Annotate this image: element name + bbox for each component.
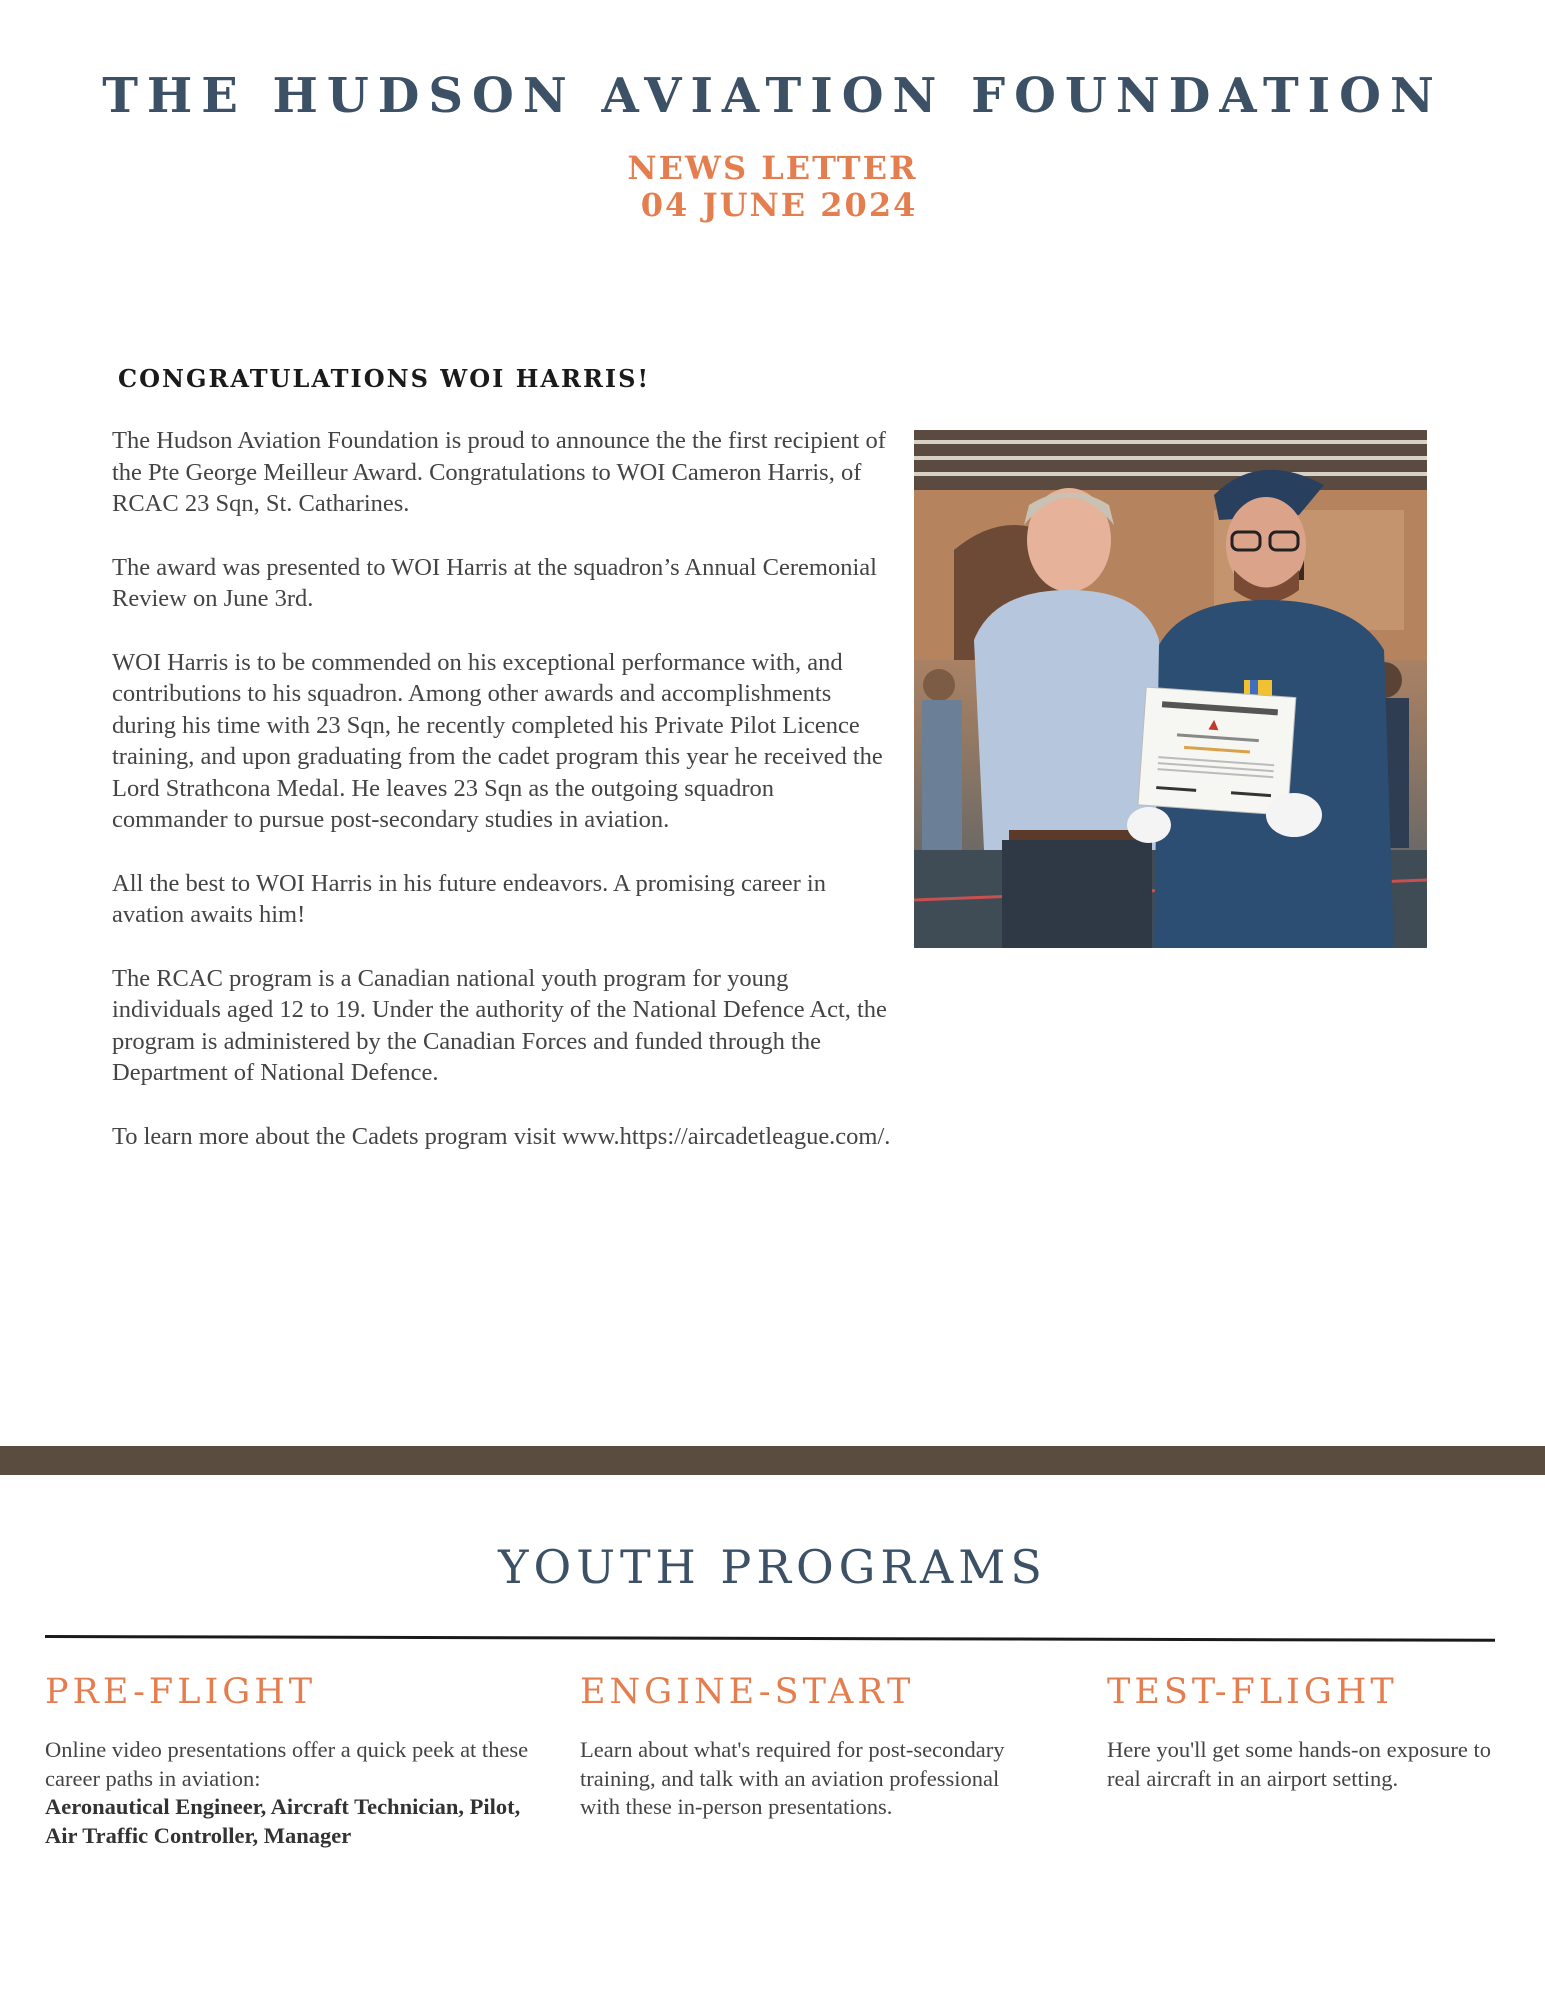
- section-rule: [45, 1635, 1495, 1642]
- article-heading: CONGRATULATIONS WOI HARRIS!: [118, 364, 651, 393]
- youth-programs-title: YOUTH PROGRAMS: [498, 1540, 1047, 1594]
- program-description-text: Online video presentations offer a quick peek at these career paths in aviation:: [45, 1737, 529, 1791]
- newsletter-label: NEWS LETTER: [627, 149, 918, 187]
- article-paragraph: WOI Harris is to be commended on his exceptional performance with, and contributions to his squadron. Among other awards and accomplishments during his time with 23 Sqn, he recently completed his Private Pilot Licence training, and upon graduating from the cadet program this year he received the Lord Strathcona Medal. He leaves 23 Sqn as the outgoing squadron commander to pursue post-secondary studies in aviation.: [112, 648, 883, 833]
- article-paragraph: To learn more about the Cadets program visit www.https://aircadetleague.com/.: [112, 1122, 891, 1150]
- foundation-title: THE HUDSON AVIATION FOUNDATION: [102, 68, 1443, 124]
- article-body: [112, 425, 892, 1184]
- program-pre-flight: [45, 1672, 535, 1850]
- program-description: [45, 1736, 535, 1850]
- program-test-flight: [1107, 1672, 1497, 1793]
- article-paragraph: The RCAC program is a Canadian national youth program for young individuals aged 12 to 19. Under the authority of the National Defence Act, the program is administered by the Canadian Forces and funded through the Department of National Defence.: [112, 964, 887, 1086]
- article-paragraph: All the best to WOI Harris in his future endeavors. A promising career in avation awaits him!: [112, 869, 826, 928]
- article-paragraph: The award was presented to WOI Harris at the squadron’s Annual Ceremonial Review on June 3rd.: [112, 553, 877, 612]
- newsletter-date: 04 JUNE 2024: [627, 186, 918, 224]
- program-title: TEST-FLIGHT: [1107, 1672, 1398, 1712]
- program-career-paths: Aeronautical Engineer, Aircraft Technician, Pilot, Air Traffic Controller, Manager: [45, 1794, 521, 1848]
- award-photo-illustration: [914, 430, 1427, 948]
- award-photo: [914, 430, 1427, 948]
- section-divider-band: [0, 1446, 1545, 1475]
- program-description: Here you'll get some hands-on exposure to real aircraft in an airport setting.: [1107, 1737, 1491, 1791]
- program-engine-start: [580, 1672, 1020, 1822]
- newsletter-subtitle: [0, 150, 1545, 224]
- program-title: ENGINE-START: [580, 1672, 915, 1712]
- program-title: PRE-FLIGHT: [45, 1672, 317, 1712]
- program-description: Learn about what's required for post-secondary training, and talk with an aviation professional with these in-person presentations.: [580, 1737, 1005, 1819]
- article-paragraph: The Hudson Aviation Foundation is proud to announce the the first recipient of the Pte George Meilleur Award. Congratulations to WOI Cameron Harris, of RCAC 23 Sqn, St. Catharines.: [112, 427, 886, 517]
